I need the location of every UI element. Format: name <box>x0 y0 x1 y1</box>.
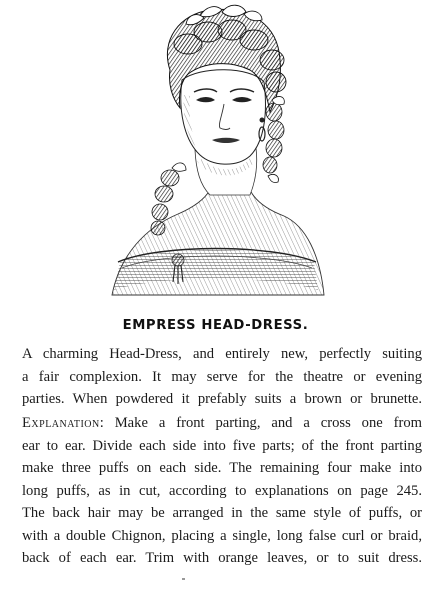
intro-line: a fair complexion. It may serve for the theatre or evening <box>22 368 422 385</box>
page-title: EMPRESS HEAD-DRESS. <box>122 318 309 333</box>
explanation-first-line <box>22 412 422 435</box>
intro-line: parties. When powdered it prefably suits a brown or brunette. <box>22 391 422 407</box>
explanation-line: ear to ear. Divide each side into five parts; of the front parting <box>22 437 422 454</box>
explanation-line: back of each ear. Trim with orange leaves, or to suit dress. <box>22 550 422 566</box>
head-dress-engraving <box>100 0 330 305</box>
explanation-paragraph <box>22 412 422 570</box>
intro-paragraph <box>22 343 422 411</box>
intro-line: A charming Head-Dress, and entirely new, perfectly suiting <box>22 346 422 362</box>
explanation-first-rest: : Make a front parting, and a cross one from <box>99 415 422 431</box>
explanation-line: The back hair may be arranged in the same style of puffs, or <box>22 505 422 521</box>
explanation-label: Explanation <box>22 415 100 431</box>
explanation-line: long puffs, as in cut, according to explanations on page 245. <box>22 482 422 499</box>
page-mark <box>182 578 185 580</box>
explanation-line: with a double Chignon, placing a single, long false curl or braid, <box>22 527 422 544</box>
explanation-line: make three puffs on each side. The remaining four make into <box>22 460 422 476</box>
face <box>181 70 266 164</box>
